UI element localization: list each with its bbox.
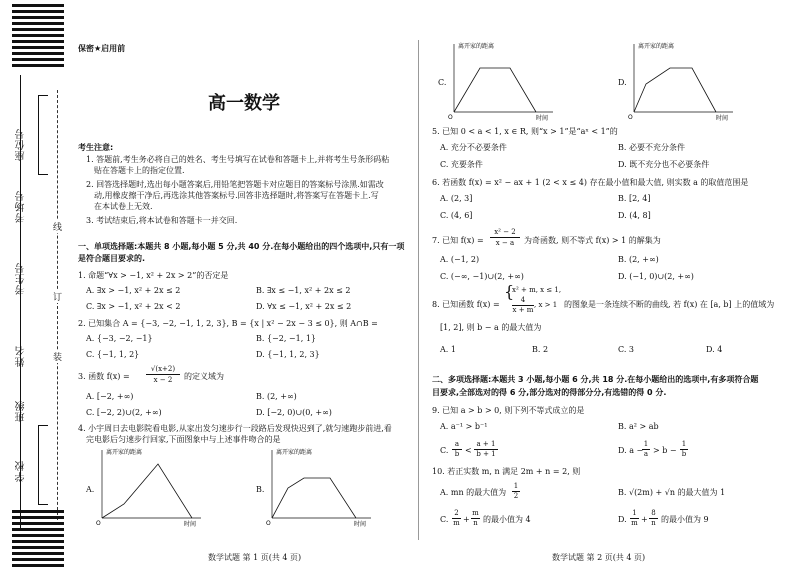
q4-option-c: C. xyxy=(438,78,447,87)
section1-heading: 一、单项选择题:本题共 8 小题,每小题 5 分,共 40 分.在每小题给出的四个选项中,只有一项 xyxy=(78,242,405,251)
notice-line: 2. 回答选择题时,选出每小题答案后,用铅笔把答题卡对应题目的答案标号涂黑.如需改 xyxy=(86,180,384,189)
svg-text:时间: 时间 xyxy=(354,521,367,528)
q4-graph-a xyxy=(96,446,206,531)
q3-option-c: C. [−2, 2)∪(2, +∞) xyxy=(86,408,162,417)
q6-option-c: C. (4, 6] xyxy=(440,211,473,220)
q3-option-a: A. [−2, +∞) xyxy=(86,392,134,401)
q10-option-d-label: D. xyxy=(618,515,627,524)
q10-d-plus: + xyxy=(641,515,648,524)
q1-option-a: A. ∃x > −1, x² + 2x ≤ 2 xyxy=(86,286,181,295)
stripe-box xyxy=(38,425,48,505)
q6-option-d: D. (4, 8] xyxy=(618,211,651,220)
cut-mark-line: 线 xyxy=(51,222,61,231)
q9-c-frac2-den: b + 1 xyxy=(476,450,496,458)
q5-stem: 5. 已知 0 < a < 1, x ∈ R, 则“x > 1”是“aˣ < 1”的 xyxy=(432,127,618,136)
q9-d-frac2-den: b xyxy=(681,450,687,458)
binding-strip xyxy=(0,0,70,579)
footer-page2: 数学试题 第 2 页(共 4 页) xyxy=(552,553,646,562)
svg-text:O: O xyxy=(628,114,633,121)
q10-c-frac2-num: m xyxy=(471,509,480,519)
q10-d-frac2-den: n xyxy=(651,519,656,527)
q4-stem: 4. 小宇周日去电影院看电影,从家出发匀速步行一段路后发现快迟到了,就匀速跑步前进,看 xyxy=(78,424,392,433)
q8-case-2-den: x + m xyxy=(512,306,534,314)
svg-text:离开家的距离: 离开家的距离 xyxy=(106,449,143,456)
q5-option-a: A. 充分不必要条件 xyxy=(440,143,507,152)
q9-option-d-label: D. a − xyxy=(618,446,644,455)
q8-stem-2: [1, 2], 则 b − a 的最大值为 xyxy=(440,323,542,332)
q2-option-b: B. {−2, −1, 1} xyxy=(256,334,316,343)
q6-option-b: B. [2, 4] xyxy=(618,194,651,203)
q1-option-d: D. ∀x ≤ −1, x² + 2x ≤ 2 xyxy=(256,302,352,311)
q10-a-num: 1 xyxy=(512,482,520,492)
svg-text:离开家的距离: 离开家的距离 xyxy=(638,43,675,50)
q8-option-d: D. 4 xyxy=(706,345,723,354)
cut-mark-pack: 装 xyxy=(51,352,61,361)
q4-graph-d xyxy=(628,40,738,125)
q9-c-lt: < xyxy=(465,446,472,455)
q10-d-frac2-num: 8 xyxy=(649,509,658,519)
q7-option-a: A. (−1, 2) xyxy=(440,255,480,264)
notice-line: 在本试卷上无效. xyxy=(94,202,153,211)
q8-case-1: x² + m, x ≤ 1, xyxy=(512,286,562,294)
q9-d-gt: > b − xyxy=(653,446,677,455)
section2-heading: 二、多项选择题:本题共 3 小题,每小题 6 分,共 18 分.在每小题给出的选项中,有多项符合题 xyxy=(432,375,759,384)
q9-c-frac1-num: a xyxy=(452,440,462,450)
field-name: 姓名 xyxy=(16,345,27,367)
q4-option-d: D. xyxy=(618,78,627,87)
q7-stem-pre: 7. 已知 f(x) = xyxy=(432,236,484,245)
q3-denominator: x − 2 xyxy=(153,376,173,384)
q10-c-plus: + xyxy=(463,515,470,524)
cut-mark-bind: 订 xyxy=(51,292,61,301)
notice-line: 3. 考试结束后,将本试卷和答题卡一并交回. xyxy=(86,216,238,225)
q3-numerator: √(x+2) xyxy=(146,365,180,375)
q10-c-frac1-den: m xyxy=(453,519,460,527)
q10-d-frac1-den: m xyxy=(631,519,638,527)
q2-option-d: D. {−1, 1, 2, 3} xyxy=(256,350,320,359)
q10-option-c-label: C. xyxy=(440,515,449,524)
q9-stem: 9. 已知 a > b > 0, 则下列不等式成立的是 xyxy=(432,406,585,415)
q10-c-frac2-den: n xyxy=(473,519,478,527)
q10-c-post: 的最小值为 4 xyxy=(483,515,531,524)
q9-c-frac2-num: a + 1 xyxy=(474,440,498,450)
page-divider xyxy=(418,40,419,540)
q9-d-frac1-num: 1 xyxy=(642,440,650,450)
q7-denominator: x − a xyxy=(495,239,515,247)
section1-heading-2: 是符合题目要求的. xyxy=(78,254,146,263)
q9-d-frac1-den: a xyxy=(643,450,649,458)
q2-option-a: A. {−3, −2, −1} xyxy=(86,334,153,343)
notice-line: 1. 答题前,考生务必将自己的姓名、考生号填写在试卷和答题卡上,并将考生号条形码粘 xyxy=(86,155,390,164)
q1-option-c: C. ∃x > −1, x² + 2x < 2 xyxy=(86,302,181,311)
field-seat: 座位号 xyxy=(16,128,27,161)
q2-option-c: C. {−1, 1, 2} xyxy=(86,350,140,359)
q10-c-frac1-num: 2 xyxy=(452,509,461,519)
q6-stem: 6. 若函数 f(x) = x² − ax + 1 (2 < x ≤ 4) 存在最小值和最大值, 则实数 a 的取值范围是 xyxy=(432,178,749,187)
field-examinee: 考生号 xyxy=(16,262,27,295)
q9-option-a: A. a⁻¹ > b⁻¹ xyxy=(440,422,488,431)
section2-heading-2: 目要求,全部选对的得 6 分,部分选对的得部分分,有选错的得 0 分. xyxy=(432,388,667,397)
q8-brace: { xyxy=(504,282,515,301)
q7-option-b: B. (2, +∞) xyxy=(618,255,659,264)
q2-stem: 2. 已知集合 A = {−3, −2, −1, 1, 2, 3}, B = {x | x² − 2x − 3 ≤ 0}, 则 A∩B = xyxy=(78,319,378,328)
svg-text:离开家的距离: 离开家的距离 xyxy=(458,43,495,50)
field-room: 考场号 xyxy=(16,190,27,223)
q8-option-a: A. 1 xyxy=(440,345,456,354)
field-school: 学校 xyxy=(16,460,27,482)
q10-option-b: B. √(2m) + √n 的最大值为 1 xyxy=(618,488,726,497)
q9-c-frac1-den: b xyxy=(454,450,460,458)
q10-d-frac1-num: 1 xyxy=(630,509,639,519)
field-class: 班级 xyxy=(16,400,27,422)
q3-stem-pre: 3. 函数 f(x) = xyxy=(78,372,130,381)
secret-label: 保密★启用前 xyxy=(78,44,126,53)
q8-option-b: B. 2 xyxy=(532,345,549,354)
stripe-box xyxy=(38,95,48,175)
svg-text:时间: 时间 xyxy=(716,115,729,122)
q7-option-d: D. (−1, 0)∪(2, +∞) xyxy=(618,272,694,281)
q10-option-a: A. mn 的最大值为 xyxy=(440,488,507,497)
svg-text:O: O xyxy=(266,520,271,527)
exam-title: 高一数学 xyxy=(208,93,280,114)
q4-graph-b xyxy=(266,446,376,531)
q4-graph-c xyxy=(448,40,558,125)
notice-heading: 考生注意: xyxy=(78,143,114,152)
q8-stem-pre: 8. 已知函数 f(x) = xyxy=(432,300,500,309)
svg-text:O: O xyxy=(96,520,101,527)
q5-option-b: B. 必要不充分条件 xyxy=(618,143,685,152)
q10-stem: 10. 若正实数 m, n 满足 2m + n = 2, 则 xyxy=(432,467,581,476)
notice-line: 贴在答题卡上的指定位置. xyxy=(94,166,185,175)
barcode-bottom xyxy=(12,510,64,570)
q3-option-d: D. [−2, 0)∪(0, +∞) xyxy=(256,408,332,417)
footer-page1: 数学试题 第 1 页(共 4 页) xyxy=(208,553,302,562)
q10-a-den: 2 xyxy=(513,492,519,500)
svg-text:时间: 时间 xyxy=(184,521,197,528)
q9-d-frac2-num: 1 xyxy=(680,440,688,450)
q5-option-c: C. 充要条件 xyxy=(440,160,483,169)
q9-option-b: B. a² > ab xyxy=(618,422,659,431)
q3-option-b: B. (2, +∞) xyxy=(256,392,297,401)
q9-option-c-label: C. xyxy=(440,446,449,455)
q7-numerator: x² − 2 xyxy=(490,228,520,238)
svg-text:离开家的距离: 离开家的距离 xyxy=(276,449,313,456)
q10-d-post: 的最小值为 9 xyxy=(661,515,709,524)
q6-option-a: A. (2, 3] xyxy=(440,194,473,203)
svg-text:时间: 时间 xyxy=(536,115,549,122)
q8-stem-post: 的图象是一条连续不断的曲线, 若 f(x) 在 [a, b] 上的值域为 xyxy=(564,300,775,309)
svg-text:O: O xyxy=(448,114,453,121)
barcode-top xyxy=(12,4,64,70)
q8-option-c: C. 3 xyxy=(618,345,635,354)
q3-stem-post: 的定义域为 xyxy=(184,372,224,381)
q8-case-2-post: , x > 1 xyxy=(534,301,558,309)
q4-stem-2: 完电影后匀速步行回家,下面图象中与上述事件吻合的是 xyxy=(86,435,281,444)
q7-option-c: C. (−∞, −1)∪(2, +∞) xyxy=(440,272,524,281)
q1-stem: 1. 命题“∀x > −1, x² + 2x > 2”的否定是 xyxy=(78,271,229,280)
cut-line xyxy=(57,90,58,520)
q5-option-d: D. 既不充分也不必要条件 xyxy=(618,160,710,169)
q7-stem-post: 为奇函数, 则不等式 f(x) > 1 的解集为 xyxy=(524,236,661,245)
notice-line: 动,用橡皮擦干净后,再选涂其他答案标号.回答非选择题时,将答案写在答题卡上.写 xyxy=(94,191,379,200)
q1-option-b: B. ∃x ≤ −1, x² + 2x ≤ 2 xyxy=(256,286,351,295)
q8-case-2-num: 4 xyxy=(512,296,534,306)
q4-option-b: B. xyxy=(256,485,265,494)
q4-option-a: A. xyxy=(86,485,95,494)
